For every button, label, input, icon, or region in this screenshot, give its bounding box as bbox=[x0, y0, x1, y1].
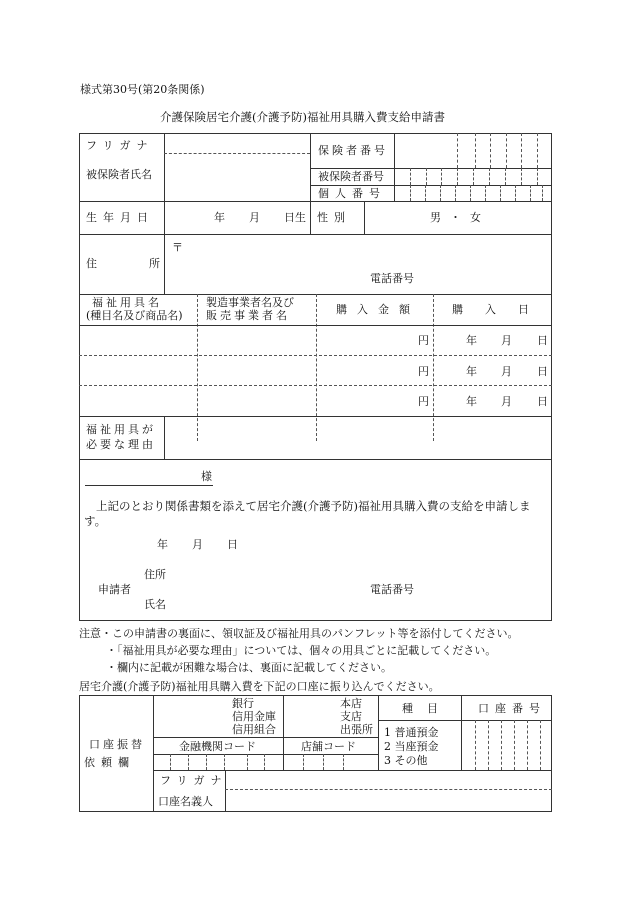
maker-input[interactable] bbox=[198, 357, 315, 384]
furigana-label: フリガナ bbox=[86, 139, 154, 152]
birth-date-label: 生年月日 bbox=[86, 211, 154, 224]
applicant-label: 申請者 bbox=[98, 583, 131, 596]
bank-label-1: 口座振替 bbox=[89, 738, 145, 751]
branch-main[interactable]: 本店 bbox=[340, 697, 362, 710]
note-2: ・「福祉用具が必要な理由」については、個々の用具ごとに記載してください。 bbox=[106, 644, 497, 657]
addressee-suffix: 様 bbox=[201, 470, 212, 483]
applicant-address-input[interactable] bbox=[170, 566, 540, 582]
day-unit: 日 bbox=[537, 395, 548, 408]
note-3: ・欄内に記載が困難な場合は、裏面に記載してください。 bbox=[106, 661, 392, 674]
day-unit: 日 bbox=[537, 365, 548, 378]
applicant-name-label: 氏名 bbox=[144, 598, 166, 611]
institution-code-label: 金融機関コード bbox=[179, 740, 256, 753]
year-unit: 年 bbox=[466, 334, 477, 347]
institution-bank[interactable]: 銀行 bbox=[232, 697, 254, 710]
account-number-header: 口座番号 bbox=[478, 702, 546, 715]
personal-number-input[interactable] bbox=[395, 186, 551, 200]
applicant-address-label: 住所 bbox=[144, 568, 166, 581]
amount-unit: 円 bbox=[418, 395, 429, 408]
month-unit: 月 bbox=[501, 365, 512, 378]
type-header: 種目 bbox=[402, 702, 452, 715]
decl-month-unit: 月 bbox=[192, 538, 203, 551]
insured-number-label: 被保険者番号 bbox=[318, 170, 384, 183]
declaration-text: 上記のとおり関係書類を添えて居宅介護(介護予防)福祉用具購入費の支給を申請しま bbox=[96, 499, 531, 513]
form-title: 介護保険居宅介護(介護予防)福祉用具購入費支給申請書 bbox=[160, 110, 445, 124]
birth-year-unit: 年 bbox=[214, 211, 225, 224]
applicant-name-input[interactable] bbox=[170, 597, 350, 613]
reason-label-2: 必要な理由 bbox=[86, 438, 156, 451]
maker-input[interactable] bbox=[198, 387, 315, 415]
holder-furigana-input[interactable] bbox=[227, 772, 551, 788]
form-number: 様式第30号(第20条関係) bbox=[80, 83, 205, 96]
maker-input[interactable] bbox=[198, 326, 315, 354]
date-header: 購入日 bbox=[452, 303, 551, 316]
insurer-number-input[interactable] bbox=[395, 134, 551, 167]
item-name-header-1: 福祉用具名 bbox=[92, 296, 162, 309]
branch-name-input[interactable] bbox=[285, 697, 339, 735]
reason-input[interactable] bbox=[165, 417, 551, 458]
maker-header-1: 製造事業者名及び bbox=[206, 296, 294, 309]
year-unit: 年 bbox=[466, 365, 477, 378]
decl-year-unit: 年 bbox=[157, 538, 168, 551]
applicant-phone-label: 電話番号 bbox=[370, 583, 414, 596]
institution-name-input[interactable] bbox=[155, 697, 231, 735]
birth-month-unit: 月 bbox=[249, 211, 260, 224]
item-name-input[interactable] bbox=[80, 326, 196, 354]
account-holder-label: 口座名義人 bbox=[158, 795, 213, 808]
note-1: 注意・この申請書の裏面に、領収証及び福祉用具のパンフレット等を添付してください。 bbox=[79, 627, 519, 640]
account-type-1[interactable]: 1 普通預金 bbox=[384, 726, 439, 739]
month-unit: 月 bbox=[501, 334, 512, 347]
account-number-input[interactable] bbox=[462, 721, 551, 769]
account-holder-input[interactable] bbox=[227, 791, 551, 811]
birth-day-unit: 日生 bbox=[284, 211, 306, 224]
phone-label: 電話番号 bbox=[370, 272, 414, 285]
insured-number-input[interactable] bbox=[395, 169, 551, 184]
maker-header-2: 販売事業者名 bbox=[206, 309, 290, 322]
reason-label-1: 福祉用具が bbox=[86, 423, 156, 436]
day-unit: 日 bbox=[537, 334, 548, 347]
transfer-intro: 居宅介護(介護予防)福祉用具購入費を下記の口座に振り込んでください。 bbox=[79, 680, 440, 693]
amount-unit: 円 bbox=[418, 334, 429, 347]
item-name-header-2: (種目名及び商品名) bbox=[86, 309, 183, 322]
month-unit: 月 bbox=[501, 395, 512, 408]
account-type-3[interactable]: 3 その他 bbox=[384, 754, 428, 767]
address-label-last: 所 bbox=[149, 257, 160, 270]
branch-code-label: 店舗コード bbox=[301, 740, 356, 753]
branch-branch[interactable]: 支店 bbox=[340, 710, 362, 723]
address-input[interactable] bbox=[186, 238, 546, 268]
branch-office[interactable]: 出張所 bbox=[340, 723, 373, 736]
declaration-text-cont: す。 bbox=[84, 514, 107, 528]
item-name-input[interactable] bbox=[80, 357, 196, 384]
amount-unit: 円 bbox=[418, 365, 429, 378]
item-name-input[interactable] bbox=[80, 387, 196, 415]
furigana-input[interactable] bbox=[165, 134, 309, 152]
sex-label: 性別 bbox=[317, 211, 351, 224]
bank-label-2: 依頼欄 bbox=[84, 756, 135, 769]
insured-name-label: 被保険者氏名 bbox=[86, 168, 152, 181]
account-type-2[interactable]: 2 当座預金 bbox=[384, 740, 439, 753]
decl-day-unit: 日 bbox=[227, 538, 238, 551]
amount-header: 購入金額 bbox=[336, 303, 420, 316]
holder-furigana-label: フリガナ bbox=[160, 774, 228, 787]
institution-shinkumi[interactable]: 信用組合 bbox=[232, 723, 276, 736]
insured-name-input[interactable] bbox=[165, 155, 309, 200]
insurer-number-label: 保険者番号 bbox=[318, 144, 388, 157]
institution-shinkin[interactable]: 信用金庫 bbox=[232, 710, 276, 723]
postal-mark: 〒 bbox=[172, 241, 183, 254]
year-unit: 年 bbox=[466, 395, 477, 408]
address-label-first: 住 bbox=[86, 257, 97, 270]
sex-options[interactable]: 男・女 bbox=[430, 211, 490, 224]
personal-number-label: 個人番号 bbox=[318, 187, 386, 200]
